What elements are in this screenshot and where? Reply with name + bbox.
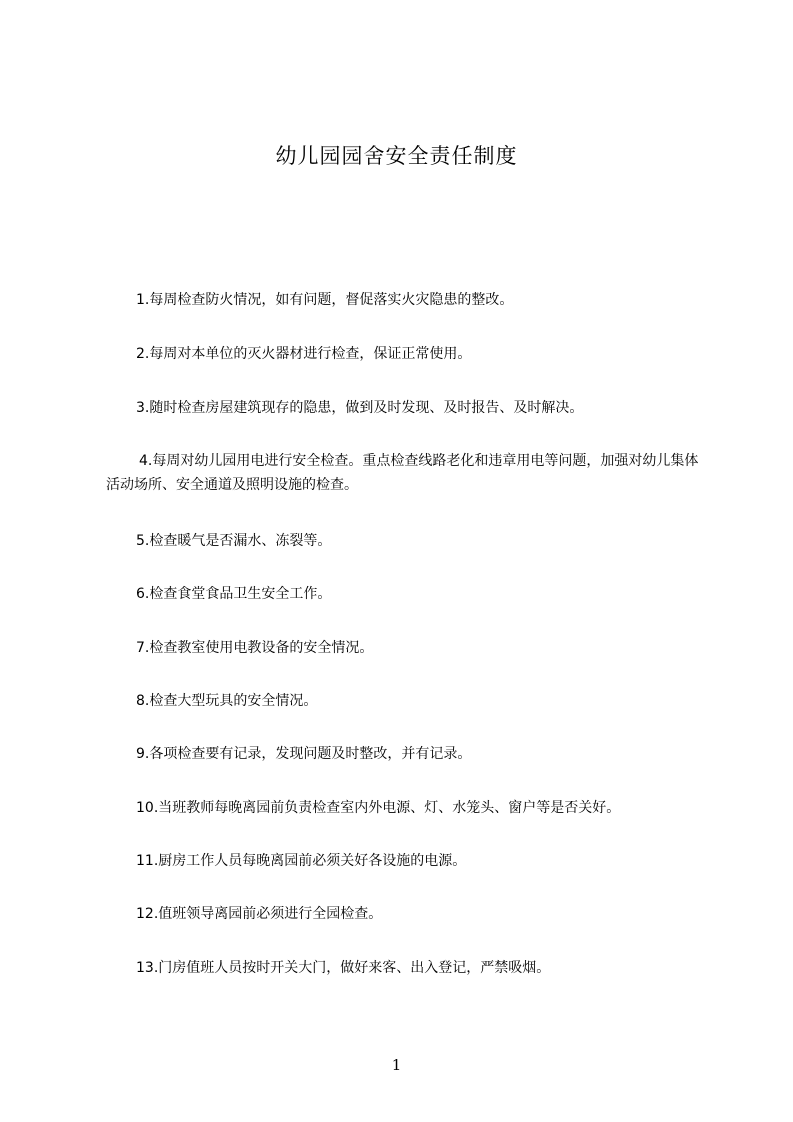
document-title: 幼儿园园舍安全责任制度	[275, 144, 518, 168]
list-item: 11.厨房工作人员每晚离园前必须关好各设施的电源。	[136, 853, 467, 869]
list-item: 6.检查食堂食品卫生安全工作。	[136, 586, 332, 602]
list-item: 1.每周检查防火情况，如有问题，督促落实火灾隐患的整改。	[136, 292, 514, 308]
list-item: 4.每周对幼儿园用电进行安全检查。重点检查线路老化和违章用电等问题，加强对幼儿集体活动场所、安全通道及照明设施的检查。	[106, 453, 699, 493]
list-item: 5.检查暖气是否漏水、冻裂等。	[136, 533, 332, 549]
list-item: 8.检查大型玩具的安全情况。	[136, 693, 318, 709]
list-item: 2.每周对本单位的灭火器材进行检查，保证正常使用。	[136, 346, 472, 362]
list-item: 3.随时检查房屋建筑现存的隐患，做到及时发现、及时报告、及时解决。	[136, 400, 584, 416]
list-item: 9.各项检查要有记录，发现问题及时整改，并有记录。	[136, 746, 472, 762]
list-item: 10.当班教师每晚离园前负责检查室内外电源、灯、水笼头、窗户等是否关好。	[136, 800, 621, 816]
list-item: 13.门房值班人员按时开关大门，做好来客、出入登记，严禁吸烟。	[136, 960, 551, 976]
list-item: 12.值班领导离园前必须进行全园检查。	[136, 906, 383, 922]
page-number: 1	[391, 1056, 402, 1074]
list-item: 7.检查教室使用电教设备的安全情况。	[136, 640, 374, 656]
